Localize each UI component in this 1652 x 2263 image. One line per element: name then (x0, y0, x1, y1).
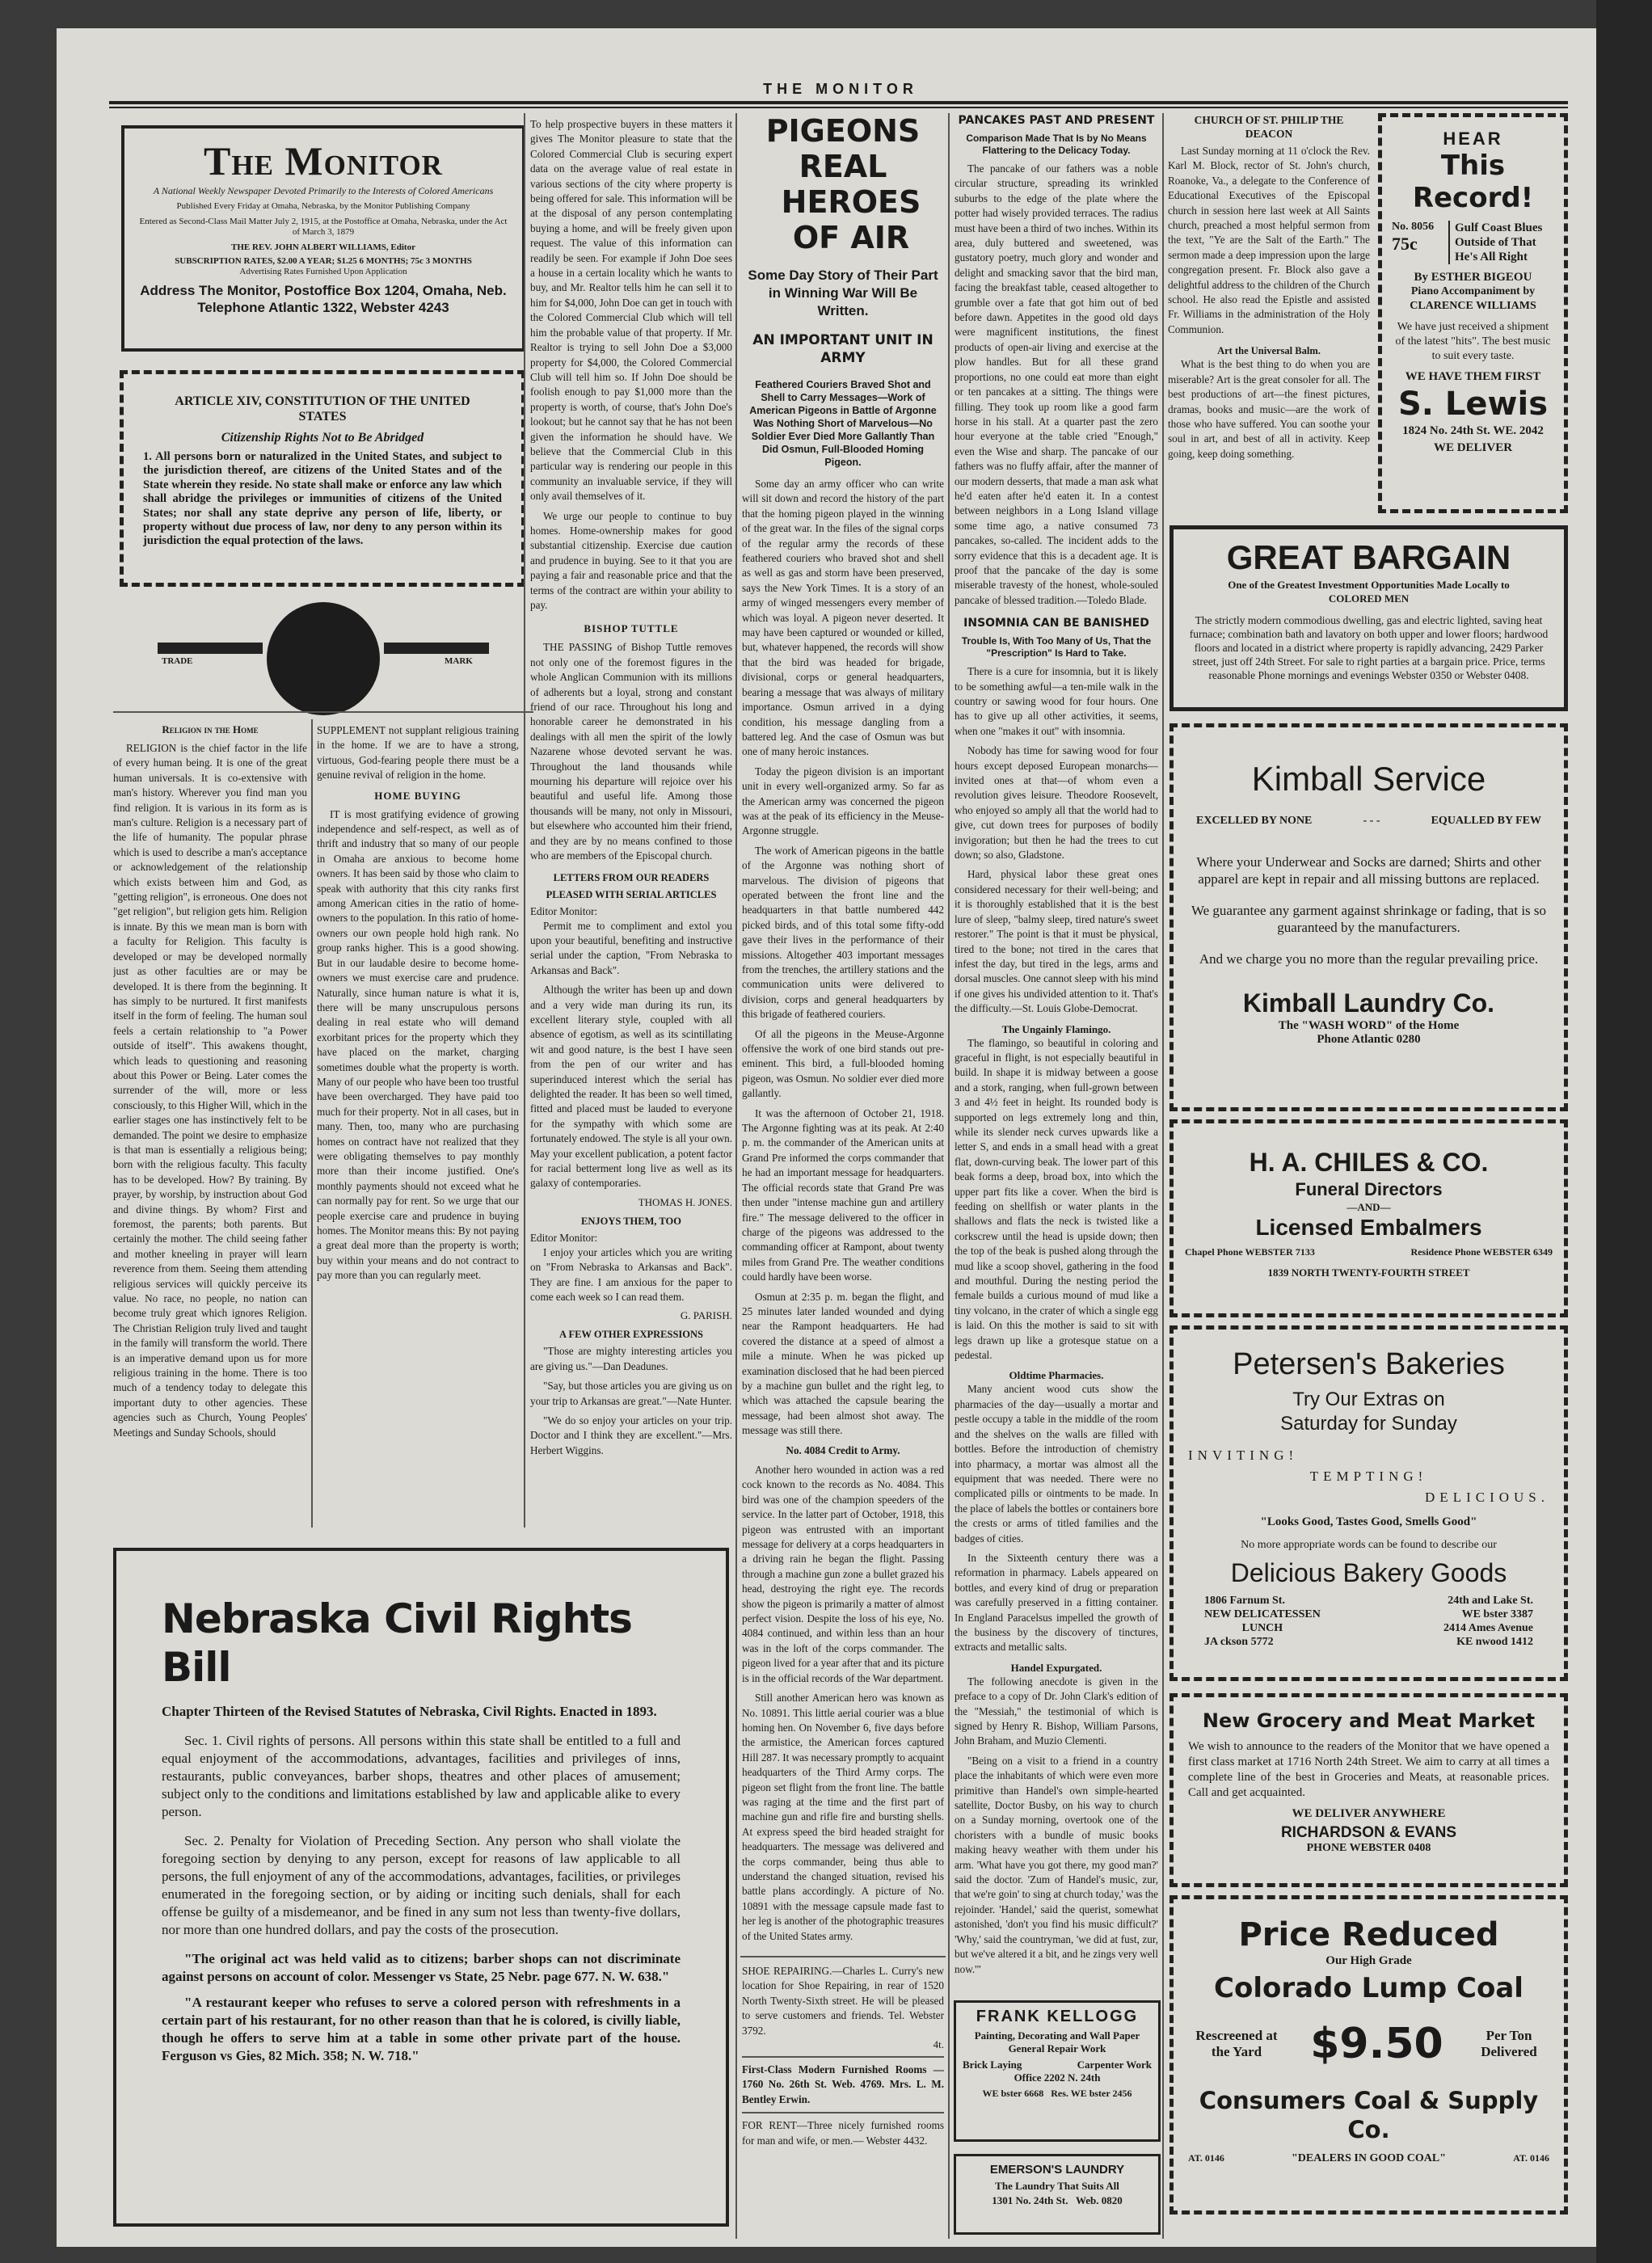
letters-enjoys-text (530, 1245, 732, 1305)
trademark-emblem-icon (267, 602, 380, 715)
letters-serial-salutation: Editor Monitor: (530, 904, 598, 917)
petersen-line1: Try Our Extras on (1292, 1389, 1445, 1410)
kimball-p3: And we charge you no more than the regular prevailing price. (1199, 951, 1539, 967)
flamingo-paragraph: The flamingo, so beautiful in coloring and graceful in flight, is not especially beautiful in build. In shape it is midway between a goose and a stork, ranging, when full-grown between 3 and 4½ feet in height. Its rounded body is supported on legs extremely long and thin, while its slender neck curves upwards like a letter S, and ends in a small head with a great flat, down-curving beak. The lower part of this beak forms a deep, broad box, into which the upper part fits like a cover. When the bird is feeding on shellfish or water plants in the shallows and flats the neck is twisted like a corkscrew until the head is upside down; then the top of the beak is pushed along through the mud like a scoop shovel, gathering in the food and mouthful. During the nesting period the female builds a curious mound of mud like a tiny volcano, in the crater of which a single egg is laid. On this the mother is said to sit with legs drawn up like a grotesque statue on a pedestal. (955, 1036, 1158, 1362)
coal-grade: Our High Grade (1325, 1954, 1412, 1967)
chiles-phones (1185, 1246, 1553, 1258)
pigeons-headline-1: PIGEONS REAL (765, 113, 921, 184)
pharmacies-text (955, 1382, 1158, 1654)
emblem-right-label: MARK (445, 656, 473, 666)
petersen-inviting: INVITING! (1188, 1448, 1299, 1463)
pharmacies-paragraph: Many ancient wood cuts show the pharmacies of the day—usually a mortar and pestle occupy a table in the middle of the room and the shelves on the walls are filled with bottles. Before the introduction of chemistry into pharmacy, a mortar was almost all the equipment that was needed. There were no complicated pills or ointments to be made. In the place of labels the bottles or containers bore the crests or arms of titled families and the badges of cities. (955, 1383, 1158, 1544)
coal-price: $9.50 (1310, 2020, 1443, 2068)
features-column (955, 113, 1158, 1996)
civil-rights-quote2: "A restaurant keeper who refuses to serve a colored person with refreshments in a certain part of his restaurant, for no other reason than that he is colored, is civilly liable, though he offers to serve him at a table in some other private part of the house. Ferguson vs Gies, 82 Mich. 358; N. W. 718." (162, 1995, 681, 2063)
letters-paragraph: Permit me to compliment and extol you upon your beautiful, benefiting and instructive serial under the caption, "From Nebraska to Arkansas and Back". (530, 919, 732, 976)
for-rent-ad: FOR RENT—Three nicely furnished rooms for man and wife, or men.— Webster 4432. (742, 2119, 944, 2147)
record-number: No. 8056 (1392, 221, 1435, 233)
petersen-tempting: TEMPTING! (1309, 1469, 1428, 1484)
grocery-company: RICHARDSON & EVANS (1280, 1824, 1457, 1841)
column-divider (311, 719, 313, 1528)
kimball-dashes: - - - (1363, 815, 1380, 827)
insomnia-paragraph: There is a cure for insomnia, but it is likely to be something awful—a ten-mile walk in the country or sawing wood for four hours. One has to give up all other activities, it seems, when one "makes it out" with insomnia. (955, 665, 1158, 737)
masthead-rule (109, 101, 1568, 104)
petersen-looks: "Looks Good, Tastes Good, Smells Good" (1260, 1515, 1477, 1528)
left-divider (113, 711, 533, 713)
civil-rights-intro: Chapter Thirteen of the Revised Statutes of Nebraska, Civil Rights. Enacted in 1893. (162, 1704, 657, 1719)
classified-divider (742, 2056, 944, 2058)
kimball-equalled: EQUALLED BY FEW (1431, 815, 1541, 827)
shoe-repairing-ad: SHOE REPAIRING.—Charles L. Curry's new location for Shoe Repairing, in rear of 1520 North Twenty-Sixth street. He will be pleased to serve customers and friends. Tel. Webster 3792. (742, 1965, 944, 2037)
constitution-box (120, 370, 525, 587)
record-have-first: WE HAVE THEM FIRST (1405, 370, 1541, 383)
petersen-locations (1188, 1594, 1549, 1649)
petersen-no-words: No more appropriate words can be found to describe our (1241, 1539, 1497, 1551)
religion-text (113, 741, 307, 1440)
handel-paragraph: The following anecdote is given in the preface to a copy of Dr. John Clark's edition of the "Messiah," the testimonial of which is signed by Henry R. Bishop, William Parsons, John Braham, and Muzio Clementi. (955, 1675, 1158, 1747)
letters-serial-title: PLEASED WITH SERIAL ARTICLES (546, 888, 717, 900)
pigeons-paragraph: Another hero wounded in action was a red cock known to the records as No. 4084. This bird was one of the champion speeders of the service. In the latter part of October, 1918, this pigeon was entrusted with an important message for delivery at a corps headquarters in a driving rain he began the flight. Passing through a machine gun zone a bullet grazed his head, destroying the right eye. The records show the pigeon is primarily a matter of almost perfect vision. Despite the loss of his eye, No. 4084 continued, and within less than an hour was in the loft of the corps commander. The pigeon lived for a year after that and its picture is in the official records of the War department. (742, 1464, 944, 1684)
bishop-paragraph: THE PASSING of Bishop Tuttle removes not only one of the foremost figures in the whole Anglican Communion with its millions of adherents but a loyal, strong and constant friend of our race. Throughout his long and honorable career he demonstrated in his dealings with all men the spirit of the lowly Nazarene whose devoted servant he was. Throughout the land thousands while mourning his departure will rejoice over his beautiful and useful life. Among those thousands will be many, not only in Missouri, but elsewhere who accounted him their friend, and they are by no means confined to those who are members of the Episcopal church. (530, 641, 732, 862)
petersen-addr2d: KE nwood 1412 (1456, 1636, 1533, 1648)
nameplate-subtitle: A National Weekly Newspaper Devoted Primarily to the Interests of Colored Americans (153, 185, 494, 196)
church-title: CHURCH OF ST. PHILIP THE DEACON (1194, 114, 1344, 140)
petersen-title: Petersen's Bakeries (1233, 1347, 1505, 1381)
pigeons-paragraph: It was the afternoon of October 21, 1918. The Argonne fighting was at its peak. At 2:40 p. m. the commander of the American units at Grand Pre informed the corps commander that he had an important message for headquarters. The official records state that Grand Pre was then under "intense machine gun and artillery fire." The message delivered to the officer in charge of the pigeons was addressed to the commanding officer at Rampont, about twenty miles from Grand Pre. The weather conditions could hardly have been worse. (742, 1106, 944, 1283)
emblem-left-label: TRADE (162, 656, 193, 666)
pancakes-paragraph: The pancake of our fathers was a noble circular structure, spreading its wrinkled suburbs to the edge of the plate where the potter had wisely provided terraces. The radius must have been a third of two inches. Within its area, duly buttered and sweetened, was gustatory poetry, much glory and wonder and delight and smacking savor that the bird man, facing the breakfast table, ceased altogether to grumble over a fate that got him out of bed before dawn. Appetites in the good old days were magnificent institutions, the finest products of open-air living and exercise at the plow handles. But for all these grand proportions, no one could eat more than eight or ten pancakes at a sitting. The things were filling. They took up room like a good farm horse in his stall. At a quarter past the zero hour everyone at the table cried "Enough," even the Wise and sharp. The pancake of our fathers was no fluffy affair, after the manner of our modern desserts, that made a man ask what he'd eaten after he'd eaten it. In a contest between neighbors in a Long Island village some time ago, a native consumed 73 pancakes, so-called. The incident adds to the sorry evidence that this is a decadent age. It is proof that the pancake of the day is some miserable travesty of the honest, whole-souled pancake of blessed tradition.—Toledo Blade. (955, 162, 1158, 606)
church-column (1168, 113, 1370, 517)
religion-paragraph: RELIGION is the chief factor in the life of every human being. It is one of the great human universals. It is co-extensive with man's history. Wherever you find man you find religion. It is various in its form as is man's culture. Religion is a necessary part of the life of humanity. The popular phrase which is used to describe a man's acceptance or acknowledgement of the relationship which exists between him and God, as "getting religion", is erroneous. One does not "get religion", but religion gets him. Religion is innate. By this we mean man is born with a faculty for Religion. This faculty is developed or may be developed normally just as other faculties are or may be developed. It is there from the beginning. It has simply to be nurtured. It first manifests itself in the form of feeling. The human soul feels a certain relationship to "a Power outside of itself". This awakens thought, which leads to questioning and reasoning about this Power or Being. Later comes the surrender of the will, more or less consciously, to this Higher Will, which in the earlier stages one has instinctively felt to be demanded. The point we desire to emphasize is that man is essentially a religious being; born with the religious faculty. This faculty has to be developed. How? By training. By prayer, by worship, by instruction about God and divine things. By whom? First and foremost, the parents; both parents. But certainly the mother. The child seeing father and mother kneeling in prayer will learn reverence from them. Seeing them attending religious services will quickly perceive its value. No race, no people, no nation can become truly great which ignores Religion. The Christian Religion truly lived and taught in the family will transform the world. There is an imperative demand upon us for more religious training in the home. There is too much of a tendency today to delegate this important duty to other agencies. These agencies such as Church, Young Peoples' Meetings and Sunday Schools, should (113, 742, 307, 1439)
civil-rights-quote1: "The original act was held valid as to citizens; barber shops can not discriminate against persons on account of color. Messenger vs State, 25 Nebr. page 677. N. W. 638." (162, 1951, 681, 1984)
handel-paragraph: "Being on a visit to a friend in a country place the inhabitants of which were even more primitive than Handel's own simple-hearted satellite, Doctor Busby, on his way to church on a Sunday morning, overtook one of the choristers with a bundle of music books making heavy weather with them under his arm. 'What have you got there, my good man?' said the doctor. 'Zum of Handel's music, zur, that we're goin' to sing at church today,' was the rejoinder. 'Handel,' said the querist, somewhat astonished, 'don't you find his music difficult?' 'Why,' said the countryman, 'we did at fust, zur, but we've altered it a bit, and he zings very well now.'" (955, 1754, 1158, 1975)
kimball-company: Kimball Laundry Co. (1242, 988, 1495, 1018)
letters-serial-text (530, 919, 732, 1191)
home-buying-paragraph: IT is most gratifying evidence of growing independence and self-respect, as well as of thrift and industry that so many of our people in Omaha are anxious to become home owners. It has been said by those who claim to speak with authority that this city ranks first among American cities in the ratio of home-owners to the population. In this ratio of home-owners our own people hold high rank. No group ranks higher. This is a good showing. But in our laudable desire to become home-owners we must exercise care and prudence. Naturally, since human nature is what it is, there will be many unscrupulous persons dealing in real estate who will demand exorbitant prices for the property which they have placed on the market, charging sometimes double what the property is worth. Many of our people who have been too trustful have been overcharged. They have paid too much for their property. Not in all cases, but in many. Then, too, many who are purchasing homes on contract have not realized that they were obligating themselves to pay monthly more than their income justified. One's monthly payments should not exceed what he can normally pay for rent. So we urge that our people exercise care and prudence in buying homes. The Monitor means this: By not paying a great deal more than the property is worth; buy within your means and do not contract to pay more than you can regularly meet. (317, 807, 519, 1282)
column-divider (524, 113, 525, 1528)
kellogg-office: Office 2202 N. 24th (1014, 2071, 1101, 2084)
emblem-bar-right (384, 643, 489, 654)
rooms-ad: First-Class Modern Furnished Rooms —1760 No. 26th St. Web. 4769. Mrs. L. M. Bentley Erwin. (742, 2063, 944, 2105)
coal-at-left: AT. 0146 (1188, 2152, 1224, 2164)
letters-enjoys-title: ENJOYS THEM, TOO (581, 1215, 681, 1227)
pigeons-headline-2: HEROES OF AIR (781, 184, 921, 255)
chiles-and: —AND— (1346, 1201, 1391, 1213)
record-songs (1448, 221, 1554, 264)
petersen-ad (1169, 1325, 1568, 1681)
masthead-rule-thin (109, 107, 1568, 108)
coal-company: Consumers Coal & Supply Co. (1199, 2087, 1539, 2143)
record-song-2: Outside of That He's All Right (1455, 236, 1536, 263)
bargain-subtitle: One of the Greatest Investment Opportunities Made Locally to COLORED MEN (1228, 579, 1510, 605)
home-buying-text (317, 807, 519, 1283)
nameplate-published: Published Every Friday at Omaha, Nebraska, by the Monitor Publishing Company (176, 201, 470, 211)
record-song-1: Gulf Coast Blues (1455, 221, 1543, 234)
home-buying-paragraph: We urge our people to continue to buy homes. Home-ownership makes for good substantial citizenship. Exercise due caution and prudence in buying. See to it that you are paying a fair and reasonable price and that the terms of the contract are within your ability to pay. (530, 509, 732, 611)
letters-paragraph: "We do so enjoy your articles on your trip. Doctor and I think they are excellent."—Mrs. Herbert Wiggins. (530, 1414, 732, 1456)
bishop-text (530, 640, 732, 863)
pharmacies-paragraph: In the Sixteenth century there was a reformation in pharmacy. Labels appeared on bottles, and every kind of drug or preparation was carefully preserved in a fitting container. In England Paracelsus impelled the growth of the business by the discovery of tinctures, extracts and metallic salts. (955, 1551, 1158, 1654)
kellogg-carpenter: Carpenter Work (1077, 2059, 1152, 2071)
nameplate-address: Address The Monitor, Postoffice Box 1204, Omaha, Neb. (140, 283, 507, 298)
pigeons-deck-3: Feathered Couriers Braved Shot and Shell to Carry Messages—Work of American Pigeons in Battle of Argonne Was Nothing Short of Marvelous—No Soldier Ever Died More Gallantly Than Did Osmun, Full-Blooded Homing Pigeon. (749, 379, 937, 468)
civil-rights-sec2: Sec. 2. Penalty for Violation of Preceding Section. Any person who shall violate the foregoing section by denying to any person, except for reasons of law applicable to all persons, the full enjoyment of any of the accommodations, advantages, facilities, or privileges enumerated in the foregoing section, or by aiding or inciting such denials, shall for each offense be guilty of a misdemeanor, and be fined in any sum not less than twenty-five dollars, nor more than one hundred dollars, and pay the costs of the prosecution. (162, 1833, 681, 1937)
petersen-goods: Delicious Bakery Goods (1230, 1558, 1507, 1587)
letters-paragraph: I enjoy your articles which you are writing on "From Nebraska to Arkansas and Back". They are fine. I am anxious for the paper to come each week so I can read them. (530, 1245, 732, 1304)
record-accompaniment: Piano Accompaniment by CLARENCE WILLIAMS (1410, 285, 1536, 312)
kellogg-services (963, 2059, 1152, 2071)
home-buying-column (317, 723, 519, 1523)
kimball-p2: We guarantee any garment against shrinkage or fading, that is so guaranteed by the manufacturers. (1191, 903, 1547, 935)
grocery-phone: PHONE WEBSTER 0408 (1306, 1842, 1431, 1854)
petersen-addr1c: LUNCH (1241, 1622, 1283, 1634)
editorial-column (530, 117, 732, 1528)
kimball-p1: Where your Underwear and Socks are darned; Shirts and other apparel are kept in repair and all missing buttons are replaced. (1196, 854, 1541, 887)
petersen-addr2b: WE bster 3387 (1461, 1608, 1533, 1620)
record-details (1392, 221, 1554, 264)
kimball-excelled: EXCELLED BY NONE (1196, 815, 1313, 827)
coal-price-row (1188, 2020, 1549, 2068)
record-address: 1824 No. 24th St. WE. 2042 (1402, 424, 1544, 437)
letters-paragraph: "Say, but those articles you are giving us on your trip to Arkansas are great."—Nate Hunter. (530, 1380, 732, 1407)
petersen-addr2: 24th and Lake St. (1448, 1595, 1533, 1607)
petersen-delicious: DELICIOUS. (1425, 1490, 1549, 1505)
record-by: By ESTHER BIGEOU (1414, 271, 1532, 284)
coal-dealers: "DEALERS IN GOOD COAL" (1292, 2152, 1446, 2164)
pancakes-deck: Comparison Made That Is by No Means Flattering to the Delicacy Today. (966, 133, 1147, 156)
constitution-body: 1. All persons born or naturalized in the United States, and subject to the jurisdiction thereof, are citizens of the United States and of the State wherein they reside. No state shall make or enforce any law which shall abridge the privileges or immunities of citizens of the United States; nor shall any state deprive any person of life, liberty, or property without due process of law, nor deny to any person within its jurisdiction the equal protection of the laws. (143, 450, 502, 548)
insomnia-title: INSOMNIA CAN BE BANISHED (963, 617, 1149, 630)
pigeons-paragraph: The work of American pigeons in the battle of the Argonne was nothing short of marvelous. The division of pigeons that operated between the front line and the headquarters in that battle numbered 442 picked birds, and of this total some fifty-odd gave their lives in the performance of their missions. Altogether 403 important messages from the trenches, the artillery stations and the communication units were delivered to division, corps and general headquarters by this brigade of feathered couriers. (742, 844, 944, 1021)
constitution-title: ARTICLE XIV, CONSTITUTION OF THE UNITED STATES (175, 394, 470, 424)
nameplate-phone: Telephone Atlantic 1322, Webster 4243 (197, 300, 449, 315)
pigeons-paragraph: Osmun at 2:35 p. m. began the flight, and 25 minutes later landed wounded and dying near the Rampont headquarters. He had covered the distance at a speed of almost a mile a minute. When he was picked up examination disclosed that he had been pierced by a machine gun bullet and the right leg, to which was attached the capsule bearing the message, had been almost shot away. The message was still there. (742, 1290, 944, 1437)
grocery-title: New Grocery and Meat Market (1202, 1709, 1536, 1732)
emerson-ad (954, 2154, 1161, 2235)
coal-screened: Rescreened at the Yard (1195, 2028, 1278, 2059)
column-divider (735, 113, 737, 2239)
kimball-home: The "WASH WORD" of the Home (1278, 1019, 1460, 1032)
record-received: We have just received a shipment of the latest "hits". The best music to suit every taste. (1395, 321, 1551, 362)
emblem-bar-left (158, 643, 263, 654)
insomnia-paragraph: Hard, physical labor these great ones considered necessary for their well-being; and it is thoroughly established that it is the best lure of sleep, "balmy sleep, tired nature's sweet restorer." The point is that it must be physical, tired to the bone; not tired in the cares that infest the day, but tired in the legs, arms and dorsal muscles. One cannot sleep with his mind if one gives his undivided attention to it. That's the difficulty.—St. Louis Globe-Democrat. (955, 868, 1158, 1015)
letters-expressions-text (530, 1344, 732, 1458)
home-buying-paragraph: To help prospective buyers in these matters it gives The Monitor pleasure to state that the Colored Commercial Club is securing expert data on the average value of real estate in various sections of the city where property is being offered for sale. This information will be at the disposal of any person contemplating buying a home, and will be freely given upon request. The value of this information can readily be seen. For example if John Doe sees a house in a certain locality which he wants to buy, and Mr. Realtor tells him he can sell it to him for $4,000, John Doe can get in touch with the Colored Commercial Club which will tell him the probable value of that property. If Mr. Realtor is trying to sell John Doe a $3,000 property for $4,000, the Colored Commercial Club will tell him so. If John Doe should be foolish enough to pay $1,000 more than the property is worth, of course, that's John Doe's lookout; but he cannot say that he has not been given the information he should have. We believe that the Commercial Club in this particular way is rendering our people in this community an invaluable service, if they will only avail themselves of it. (530, 118, 732, 503)
civil-rights-title: Nebraska Civil Rights Bill (162, 1595, 632, 1691)
kellogg-ad (954, 2000, 1161, 2142)
chiles-embalmers: Licensed Embalmers (1255, 1215, 1482, 1240)
coal-per-ton: Per Ton Delivered (1481, 2028, 1537, 2059)
chiles-title: H. A. CHILES & CO. (1249, 1148, 1489, 1177)
petersen-addr2c: 2414 Ames Avenue (1443, 1622, 1533, 1634)
bargain-ad (1169, 525, 1568, 711)
petersen-addr1d: JA ckson 5772 (1204, 1636, 1274, 1648)
pigeons-paragraph: Some day an army officer who can write will sit down and record the history of the part that the homing pigeon played in the winning of the great war. In the files of the signal corps of the regular army the records of these feathered couriers who braved shot and shell as well as gas and storm have been preserved, says the New York Times. It is a story of an army of winged messengers every member of which was loyal. A pigeon never deserted. It may have been captured or wounded or killed, but, whatever happened, the records will show that the bird was headed for brigade, divisional, corps or general headquarters, bearing a message that was always of military importance. Osmun arrived in a dying condition, his message dangling from a battered leg. And the case of Osmun was but one of many heroic instances. (742, 478, 944, 758)
kellogg-phones: WE bster 6668 Res. WE bster 2456 (982, 2088, 1132, 2099)
pancakes-text (955, 162, 1158, 608)
emerson-tagline: The Laundry That Suits All (995, 2180, 1119, 2192)
pigeons-paragraph: Of all the pigeons in the Meuse-Argonne offensive the work of one bird stands out pre-eminent. This bird, a full-blooded homing pigeon, was Osmun. No soldier ever died more gallantly. (742, 1027, 944, 1100)
letters-serial-signature: THOMAS H. JONES. (638, 1195, 732, 1208)
chiles-funeral: Funeral Directors (1295, 1179, 1443, 1199)
pancakes-title: PANCAKES PAST AND PRESENT (958, 114, 1155, 127)
nameplate-title: The Monitor (204, 138, 443, 183)
record-hear: HEAR (1443, 129, 1503, 149)
record-number-block (1392, 221, 1448, 264)
civil-rights-box (113, 1548, 729, 2227)
kellogg-title: FRANK KELLOGG (976, 2008, 1139, 2025)
record-this-record: This Record! (1412, 150, 1534, 214)
letters-paragraph: "Those are mighty interesting articles you are giving us."—Dan Deadunes. (530, 1345, 732, 1372)
letters-expressions-title: A FEW OTHER EXPRESSIONS (559, 1329, 703, 1341)
balm-title: Art the Universal Balm. (1217, 345, 1321, 357)
kellogg-line2: General Repair Work (1008, 2042, 1106, 2054)
kellogg-brick: Brick Laying (963, 2059, 1022, 2071)
shoe-repairing-ref: 4t. (933, 2038, 944, 2051)
chiles-chapel: Chapel Phone WEBSTER 7133 (1185, 1246, 1315, 1258)
religion-column (113, 723, 307, 1523)
religion-continued (317, 723, 519, 783)
nameplate-entered: Entered as Second-Class Mail Matter July 2, 1915, at the Postoffice at Omaha, Nebraska, under the Act of March 3, 1879 (139, 217, 508, 237)
emerson-address: 1301 No. 24th St. Web. 0820 (992, 2194, 1123, 2206)
pigeons-text (742, 477, 944, 1948)
page-edge-shadow (1596, 0, 1652, 2263)
pigeons-paragraph: Today the pigeon division is an important unit in every well-organized army. So far as the American army was concerned the pigeon was at the peak of its efficiency in the Meuse-Argonne struggle. (742, 765, 944, 837)
constitution-subtitle: Citizenship Rights Not to Be Abridged (221, 431, 424, 445)
column-divider (948, 113, 950, 2239)
petersen-addr1b: NEW DELICATESSEN (1204, 1608, 1321, 1620)
insomnia-paragraph: Nobody has time for sawing wood for four hours except deposed European monarchs—invited ones at that—of whom even a revolution gives leisure. Theodore Roosevelt, who enjoyed so amply all that the world had to give, cut down trees for purposes of bodily invigoration; but then he had the trees to cut down; so also, Gladstone. (955, 744, 1158, 862)
letters-enjoys-signature: G. PARISH. (680, 1309, 732, 1322)
pigeons-deck-2: AN IMPORTANT UNIT IN ARMY (752, 332, 933, 366)
coal-title: Price Reduced (1238, 1916, 1499, 1953)
civil-rights-sec1: Sec. 1. Civil rights of persons. All persons within this state shall be entitled to a full and equal enjoyment of the accommodations, advantages, facilities and privileges of inns, restaurants, public conveyances, barber shops, theatres and other places of amusement; subject only to the conditions and limitations established by law and applicable alike to every person. (162, 1733, 681, 1819)
classifieds-column (742, 1964, 944, 2239)
church-paragraph: Last Sunday morning at 11 o'clock the Rev. Karl M. Block, rector of St. John's church, Roanoke, Va., a delegate to the Conference of Educational Executives of the Episcopal church in session here last week at All Saints church, preached a most helpful sermon from the text, "Ye are the Salt of the Earth." The sermon made a deep impression upon the large congregation present. Fr. Block also gave a delightful address to the children of the Church school. He also read the Epistle and assisted Fr. Williams in the administration of the Holy Communion. (1168, 145, 1370, 335)
bishop-title: BISHOP TUTTLE (584, 622, 679, 635)
home-buying-continued (530, 117, 732, 613)
kimball-ad (1169, 723, 1568, 1111)
flamingo-text (955, 1036, 1158, 1363)
letters-paragraph: Although the writer has been up and down and a very wide man during its run, its excellent literary style, coupled with all absence of egotism, as well as its scintillating wit and good nature, is the best I have seen from the pen of our writer and has superinduced interest which the serial has delighted the reader. It has been so well timed, fitted and placed must be lauded to everyone for the sympathy with which some are fortunately endowed. The style is all your own. May your excellent publication, a potent factor for racial betterment long live as well as its galaxy of contemporaries. (530, 984, 732, 1190)
running-title: THE MONITOR (763, 81, 918, 97)
letters-title: LETTERS FROM OUR READERS (553, 871, 710, 883)
chiles-address: 1839 NORTH TWENTY-FOURTH STREET (1267, 1266, 1470, 1279)
grocery-deliver: WE DELIVER ANYWHERE (1292, 1807, 1446, 1820)
coal-product: Colorado Lump Coal (1214, 1972, 1523, 2004)
religion-continued-paragraph: SUPPLEMENT not supplant religious training in the home. If we are to have a strong, virtuous, God-fearing people there must be a genuine revival of religion in the home. (317, 724, 519, 782)
nameplate-rates: SUBSCRIPTION RATES, $2.00 A YEAR; $1.25 6 MONTHS; 75c 3 MONTHS (175, 256, 472, 266)
column-divider (1162, 113, 1164, 2239)
church-text (1168, 144, 1370, 337)
home-buying-title: HOME BUYING (374, 789, 461, 802)
letters-enjoys-salutation: Editor Monitor: (530, 1231, 598, 1244)
coal-at-right: AT. 0146 (1513, 2152, 1549, 2164)
kimball-taglines (1188, 815, 1549, 828)
chiles-ad (1169, 1119, 1568, 1317)
emerson-title: EMERSON'S LAUNDRY (989, 2163, 1125, 2177)
balm-text (1168, 357, 1370, 461)
handel-title: Handel Expurgated. (1010, 1661, 1102, 1674)
record-deliver: WE DELIVER (1433, 441, 1513, 454)
classified-divider (742, 2112, 944, 2113)
classified-divider (740, 1956, 946, 1957)
nameplate-box (121, 125, 525, 352)
grocery-body: We wish to announce to the readers of the Monitor that we have opened a first class market at 1716 North 24th Street. We aim to carry at all times a complete line of the best in Groceries and Meats, at reasonable prices. Call and get acquainted. (1188, 1740, 1549, 1799)
record-price: 75c (1392, 234, 1418, 254)
pigeons-column (742, 113, 944, 1948)
petersen-location-2 (1443, 1594, 1533, 1649)
pharmacies-title: Oldtime Pharmacies. (1009, 1369, 1104, 1382)
coal-footer (1188, 2152, 1549, 2165)
grocery-ad (1169, 1693, 1568, 1887)
petersen-addr1: 1806 Farnum St. (1204, 1595, 1285, 1607)
coal-ad (1169, 1895, 1568, 2215)
pigeons-subhead: No. 4084 Credit to Army. (786, 1443, 900, 1456)
religion-title: Religion in the Home (162, 723, 259, 735)
pigeons-paragraph: Still another American hero was known as No. 10891. This little aerial courier was a blue homing hen. On November 6, five days before the armistice, the American forces captured Hill 287. It was necessary promptly to acquaint headquarters of the Third Army corps. The pigeon set flight from the front line. The battle was raging at the time and the first part of machine gun and rifle fire and bursting shells. At express speed the bird headed straight for headquarters. The message was delivered and the corps commander, being thus able to understand the changed situation, revised his battle plans accordingly. A picture of No. 10891 with the message capsule made fast to her leg is another of the photographic treasures of the United States army. (742, 1692, 944, 1942)
pigeons-deck-1: Some Day Story of Their Part in Winning War Will Be Written. (748, 268, 938, 318)
kimball-phone: Phone Atlantic 0280 (1317, 1033, 1421, 1046)
chiles-residence: Residence Phone WEBSTER 6349 (1410, 1246, 1553, 1258)
record-store: S. Lewis (1397, 386, 1549, 423)
kimball-title: Kimball Service (1251, 760, 1486, 798)
record-ad (1378, 113, 1568, 513)
nameplate-advertising: Advertising Rates Furnished Upon Application (239, 267, 407, 276)
kellogg-line1: Painting, Decorating and Wall Paper (974, 2029, 1140, 2042)
petersen-line2: Saturday for Sunday (1280, 1413, 1457, 1435)
insomnia-deck: Trouble Is, With Too Many of Us, That the "Prescription" Is Hard to Take. (961, 635, 1152, 660)
balm-paragraph: What is the best thing to do when you are miserable? Art is the great consoler for all. The best productions of art—the finest pictures, dramas, books and music—are the work of those who have suffered. You can soothe your soul in art, and best of all in activity. Keep going, keep doing something. (1168, 358, 1370, 460)
nameplate-editor: THE REV. JOHN ALBERT WILLIAMS, Editor (231, 242, 415, 252)
flamingo-title: The Ungainly Flamingo. (1001, 1022, 1111, 1035)
bargain-body: The strictly modern commodious dwelling, gas and electric lighted, saving heat furnace; combination bath and lavatory on both upper and lower floors; hardwood floors and located in a district where property is rapidly advancing, 2429 Parker street, just off 24th Street. For sale to right parties at a bargain price. Price, terms reasonable Phone mornings and evenings Webster 0350 or Webster 0408. (1189, 614, 1549, 681)
petersen-location-1 (1204, 1594, 1321, 1649)
insomnia-text (955, 664, 1158, 1016)
bargain-title: GREAT BARGAIN (1226, 538, 1511, 576)
handel-text (955, 1675, 1158, 1977)
